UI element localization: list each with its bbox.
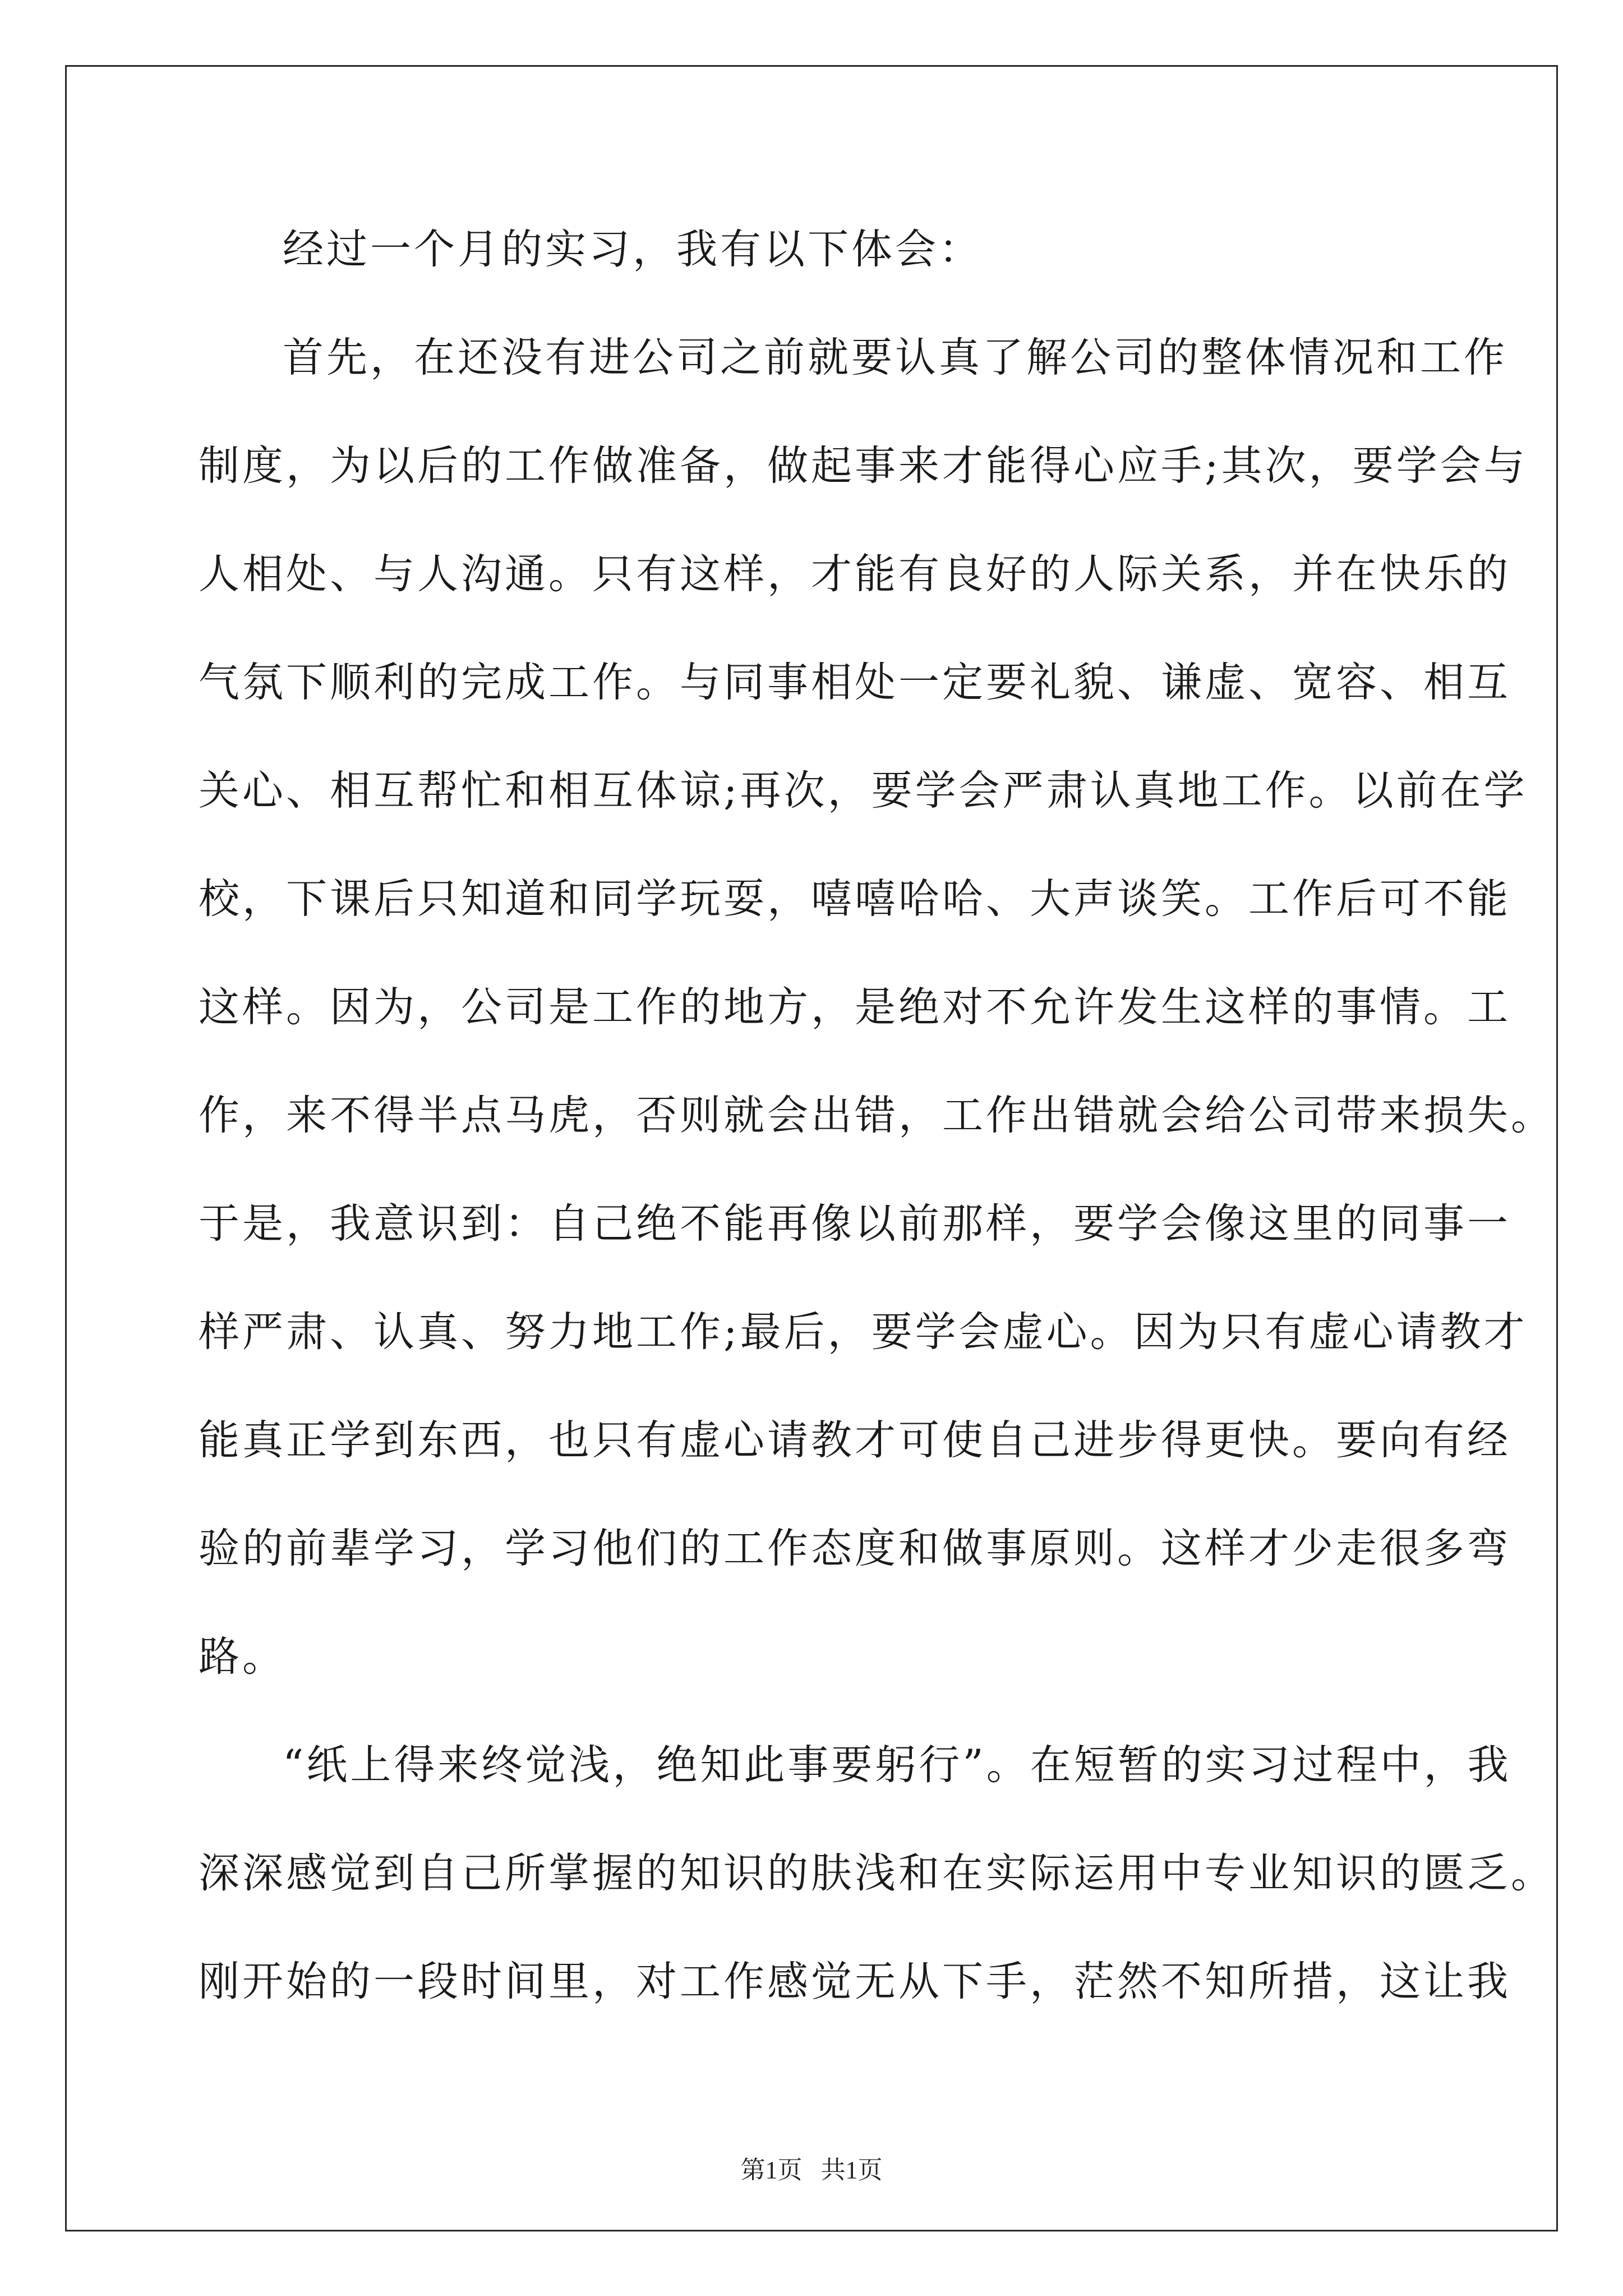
paragraph-3-line-3: 刚开始的一段时间里，对工作感觉无从下手，茫然不知所措，这让我	[199, 1958, 1511, 2005]
paragraph-2-line-6: 校，下课后只知道和同学玩耍，嘻嘻哈哈、大声谈笑。工作后可不能	[199, 875, 1511, 923]
paragraph-2-line-1: 首先，在还没有进公司之前就要认真了解公司的整体情况和工作	[283, 334, 1507, 381]
paragraph-1-line-1: 经过一个月的实习，我有以下体会：	[283, 226, 983, 273]
paragraph-2-line-10: 样严肃、认真、努力地工作;最后，要学会虚心。因为只有虚心请教才	[199, 1308, 1528, 1356]
paragraph-2-line-3: 人相处、与人沟通。只有这样，才能有良好的人际关系，并在快乐的	[199, 550, 1511, 598]
paragraph-2-line-8: 作，来不得半点马虎，否则就会出错，工作出错就会给公司带来损失。	[199, 1092, 1555, 1139]
paragraph-2-line-9: 于是，我意识到：自己绝不能再像以前那样，要学会像这里的同事一	[199, 1200, 1511, 1248]
paragraph-2-line-7: 这样。因为，公司是工作的地方，是绝对不允许发生这样的事情。工	[199, 983, 1511, 1031]
paragraph-2-line-13: 路。	[199, 1633, 286, 1681]
paragraph-2-line-4: 气氛下顺利的完成工作。与同事相处一定要礼貌、谦虚、宽容、相互	[199, 659, 1511, 706]
page-number-footer: 第1页 共1页	[740, 2156, 883, 2184]
paragraph-2-line-2: 制度，为以后的工作做准备，做起事来才能得心应手;其次，要学会与	[199, 442, 1528, 490]
paragraph-2-line-11: 能真正学到东西，也只有虚心请教才可使自己进步得更快。要向有经	[199, 1416, 1511, 1464]
paragraph-3-line-1: “纸上得来终觉浅，绝知此事要躬行”。在短暂的实习过程中，我	[283, 1741, 1511, 1789]
document-body	[199, 219, 1555, 2059]
paragraph-3-line-2: 深深感觉到自己所掌握的知识的肤浅和在实际运用中专业知识的匮乏。	[199, 1849, 1555, 1897]
paragraph-2-line-5: 关心、相互帮忙和相互体谅;再次，要学会严肃认真地工作。以前在学	[199, 767, 1528, 815]
paragraph-2-line-12: 验的前辈学习，学习他们的工作态度和做事原则。这样才少走很多弯	[199, 1525, 1511, 1572]
